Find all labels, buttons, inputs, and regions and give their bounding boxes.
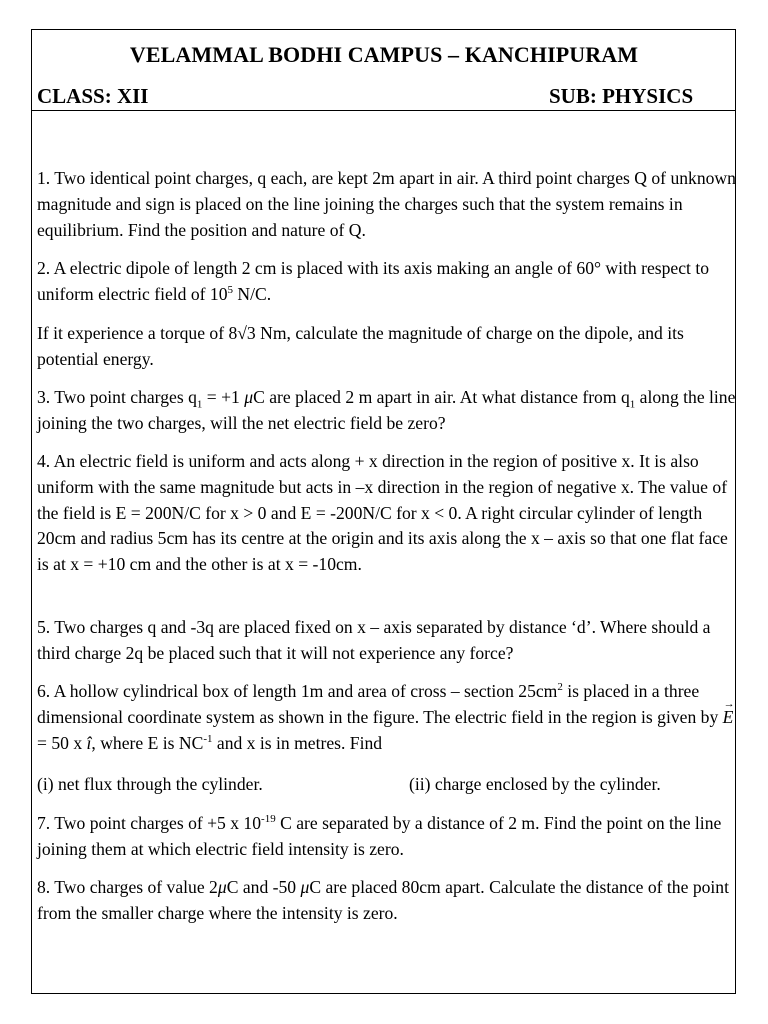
question-2-part-b: If it experience a torque of 8√3 Nm, calculate the magnitude of charge on the dipole, and its potential energy. xyxy=(37,323,684,369)
q7-text-a: 7. Two point charges of +5 x 10 xyxy=(37,813,262,833)
q3-text-b: = +1 xyxy=(202,387,245,407)
q6-text-a: 6. A hollow cylindrical box of length 1m and area of cross – section 25cm xyxy=(37,681,558,701)
q8-mu-2: μ xyxy=(300,877,310,897)
q6-i-hat: î xyxy=(86,732,92,753)
q8-text-b: C and -50 xyxy=(226,877,301,897)
q6-e-vector: → E xyxy=(723,705,734,731)
q6-text-e: and x is in metres. Find xyxy=(212,732,383,753)
question-7 xyxy=(37,811,737,863)
header-divider xyxy=(31,110,736,111)
q6-sup-unit: -1 xyxy=(203,732,213,745)
q2-exponent: 5 xyxy=(227,283,234,296)
q3-text-a: 3. Two point charges q xyxy=(37,387,197,407)
q7-text-b: C are separated by a distance of 2 m. Find the point on the line joining them at which electric field intensity is zero. xyxy=(37,813,722,859)
question-6-part-i: (i) net flux through the cylinder. xyxy=(37,774,263,794)
question-6-part-ii: (ii) charge enclosed by the cylinder. xyxy=(409,774,661,794)
q6-text-c: = 50 x xyxy=(37,732,87,753)
q6-sup-area: 2 xyxy=(557,681,563,694)
q2-unit: N/C. xyxy=(233,283,272,304)
question-1: 1. Two identical point charges, q each, are kept 2m apart in air. A third point charges Q of unknown magnitude and sign is placed on the line joining the charges such that the system remains in equilibrium. Find the position and nature of Q. xyxy=(37,168,736,240)
question-3 xyxy=(37,385,737,437)
q2-text: 2. A electric dipole of length 2 cm is placed with its axis making an angle of 60° with respect to uniform electric field of 10 xyxy=(37,258,710,304)
q3-sub-1: 1 xyxy=(196,398,203,411)
q8-text-a: 8. Two charges of value 2 xyxy=(37,877,218,897)
q8-mu-1: μ xyxy=(217,877,227,897)
q3-sub-2: 1 xyxy=(629,398,636,411)
q3-mu: μ xyxy=(244,387,254,407)
question-5: 5. Two charges q and -3q are placed fixed on x – axis separated by distance ‘d’. Where should a third charge 2q be placed such that it will not experience any force? xyxy=(37,617,711,663)
q3-text-d: along the line joining the two charges, will the net electric field be zero? xyxy=(37,387,736,433)
q7-exponent: -19 xyxy=(261,813,276,826)
subject-label: SUB: PHYSICS xyxy=(549,84,694,108)
question-6 xyxy=(37,679,737,756)
question-2 xyxy=(37,256,737,308)
question-4: 4. An electric field is uniform and acts along + x direction in the region of positive x. It is also uniform with the same magnitude but acts in –x direction in the region of negative x. The value of the field is E = 200N/C for x > 0 and E = -200N/C for x < 0. A right circular cylinder of length 20cm and radius 5cm has its centre at the origin and its axis along the x – axis so that one flat face is at x = +10 cm and the other is at x = -10cm. xyxy=(37,451,728,575)
q6-text-b: is placed in a three dimensional coordinate system as shown in the figure. The electric field in the region is given by xyxy=(37,681,723,727)
question-8 xyxy=(37,875,737,927)
class-label: CLASS: XII xyxy=(37,84,149,108)
q6-text-d: , where E is NC xyxy=(91,732,204,753)
q3-text-c: C are placed 2 m apart in air. At what distance from q xyxy=(253,387,630,407)
q8-text-c: C are placed 80cm apart. Calculate the distance of the point from the smaller charge where the intensity is zero. xyxy=(37,877,729,923)
school-title: VELAMMAL BODHI CAMPUS – KANCHIPURAM xyxy=(129,42,639,67)
